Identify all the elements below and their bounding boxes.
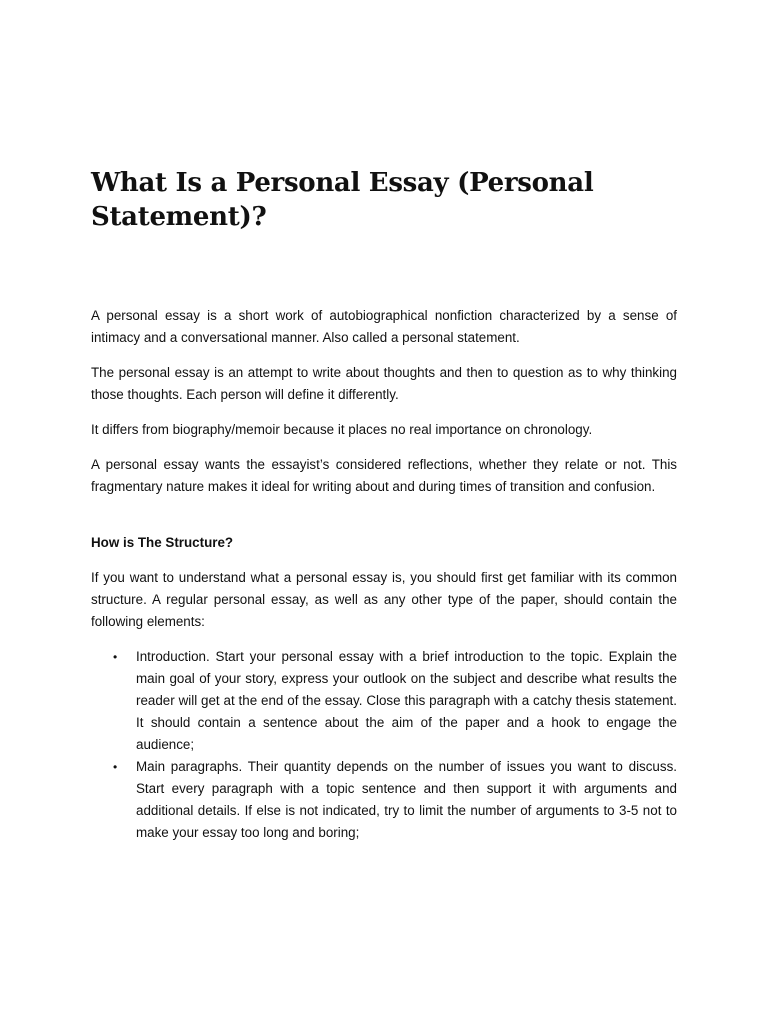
list-item — [91, 646, 677, 756]
list-item — [91, 756, 677, 844]
intro-paragraph: It differs from biography/memoir because it places no real importance on chronology. — [91, 422, 593, 437]
list-item-text: Main paragraphs. Their quantity depends on the number of issues you want to discuss. Start every paragraph with a topic sentence and then support it with arguments and additional details. If else is not indicated, try to limit the number of arguments to 3-5 not to make your essay too long and boring; — [136, 759, 677, 840]
elements-list — [91, 646, 677, 844]
section-heading: How is The Structure? — [91, 535, 234, 550]
section-paragraph: If you want to understand what a personal essay is, you should first get familiar with its common structure. A regular personal essay, as well as any other type of the paper, should contain the following elements: — [91, 570, 677, 629]
document-body — [91, 305, 677, 844]
bullet-icon: • — [113, 650, 118, 664]
intro-paragraph: A personal essay is a short work of autobiographical nonfiction characterized by a sense of intimacy and a conversational manner. Also called a personal statement. — [91, 308, 677, 345]
page-title: What Is a Personal Essay (Personal Statement)? — [91, 168, 594, 232]
bullet-icon: • — [113, 760, 118, 774]
list-item-text: Introduction. Start your personal essay with a brief introduction to the topic. Explain the main goal of your story, express your outlook on the subject and describe what results the reader will get at the end of the essay. Close this paragraph with a catchy thesis statement. It should contain a sentence about the aim of the paper and a hook to engage the audience; — [136, 649, 677, 752]
intro-paragraph: The personal essay is an attempt to write about thoughts and then to question as to why thinking those thoughts. Each person will define it differently. — [91, 365, 677, 402]
intro-paragraph: A personal essay wants the essayist’s considered reflections, whether they relate or not. This fragmentary nature makes it ideal for writing about and during times of transition and confusion. — [91, 457, 677, 494]
